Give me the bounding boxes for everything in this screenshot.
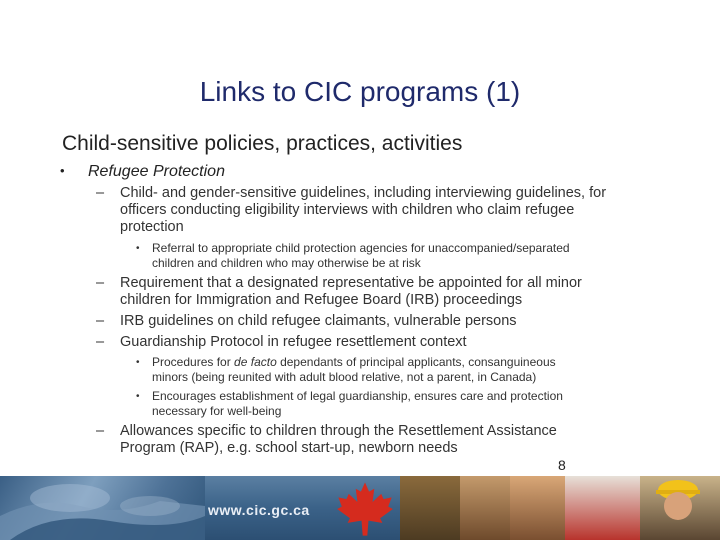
page-title: Links to CIC programs (1) — [199, 76, 521, 107]
footer-photo-hands — [0, 476, 205, 540]
website-url[interactable]: www.cic.gc.ca — [208, 502, 310, 518]
hard-hat-icon — [640, 476, 720, 540]
photo-family — [400, 476, 460, 540]
photo-worker — [640, 476, 720, 540]
photo-children — [565, 476, 640, 540]
maple-leaf-icon — [336, 480, 394, 538]
photo-people — [460, 476, 510, 540]
slide: Links to CIC programs (1) Child-sensitive policies, practices, activities • Refugee Protection – Child- and gender-sensitive guidelines, including interviewing guidelines, for officers conducting eligibility interviews with children who claim refugee protection • Referral to appropriate child protection agencies for unaccompanied/separated children and children who may otherwise be at risk – Requirement that a designated representative be appointed for all minor children for Immigration and Refugee Board (IRB) proceedings – IRB guidelines on child refugee claimants, vulnerable persons – Guardianship Protocol in refugee resettlement context • Procedures for de facto dependants of principal applicants, consanguineous minors (being reunited with adult blood relative, not a parent, in Canada) • Encourages establishment of legal guardianship, ensures care and protection necessary for well-being – Allowances specific to children through the Resettlement Assistance Program (RAP), e.g. school start-up, newborn needs 8 www.cic.gc.ca — [0, 0, 720, 540]
section-label: Refugee Protection — [88, 163, 225, 180]
slide-subtitle: Child-sensitive policies, practices, activities — [62, 132, 463, 155]
page-number: 8 — [558, 457, 566, 473]
bullet: • — [60, 163, 65, 178]
footer-photo-strip — [400, 476, 720, 540]
photo-smiling-person — [510, 476, 565, 540]
hands-image — [0, 476, 205, 540]
footer-banner — [0, 476, 720, 540]
